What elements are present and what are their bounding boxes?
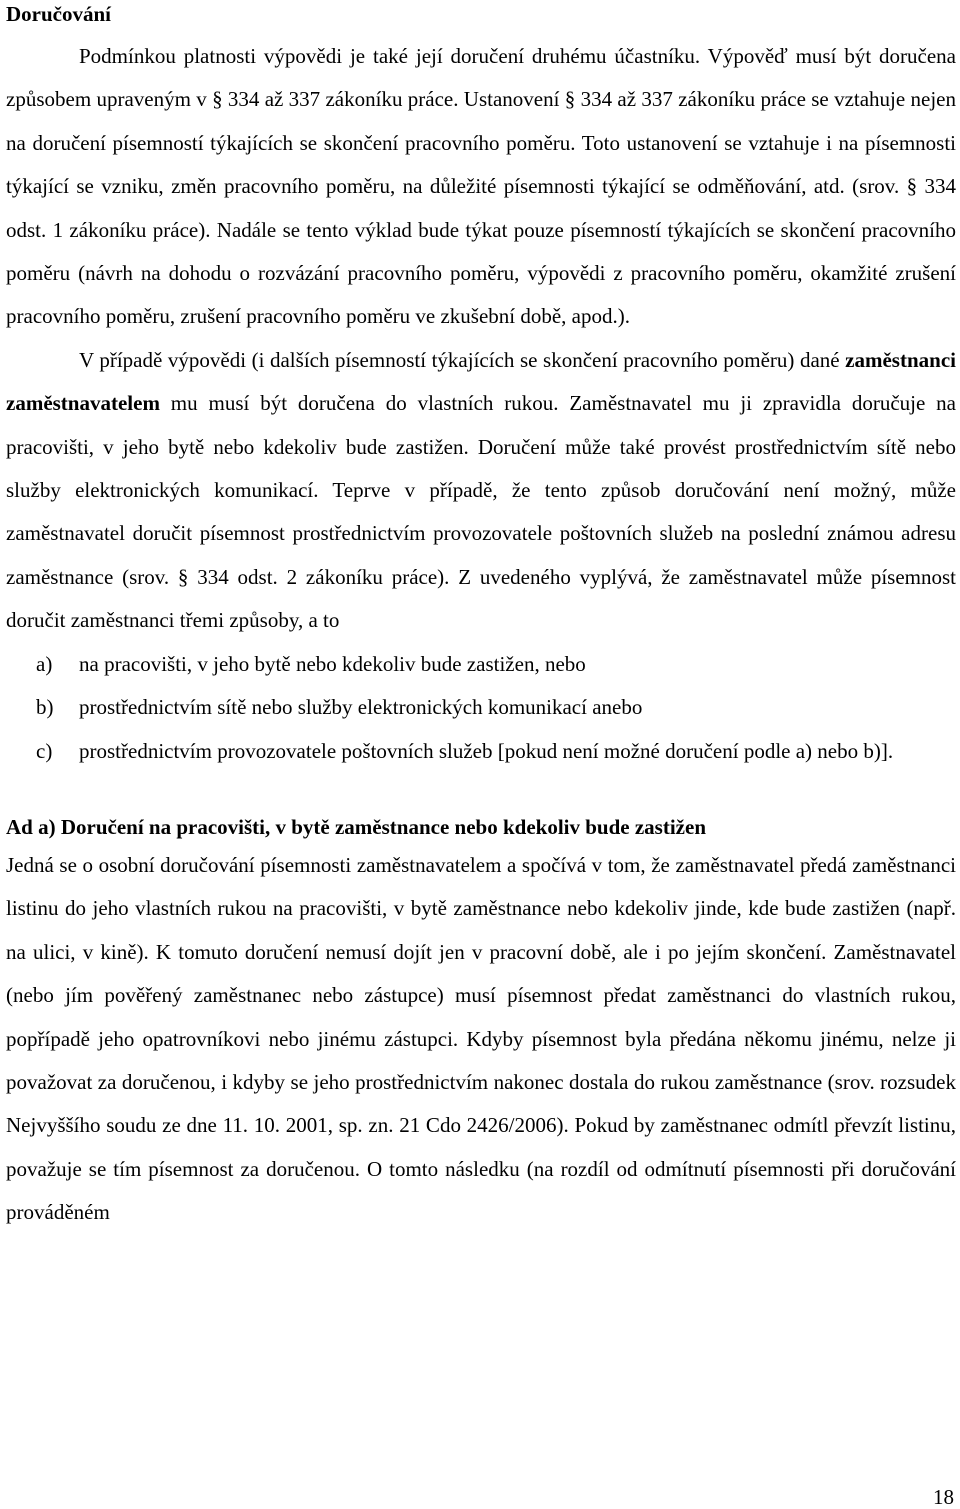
page-number: 18 [933,1485,954,1509]
list-marker: c) [36,738,53,763]
paragraph-2-part-2: mu musí být doručena do vlastních rukou. Zaměstnavatel mu ji zpravidla doručuje na pracovišti, v jeho bytě nebo kdekoliv bude zastižen. Doručení může také provést prostřednictvím sítě nebo služby elektronických komunikací. Teprve v případě, že tento způsob doručování není možný, může zaměstnavatel doručit písemnost prostřednictvím provozovatele poštovních služeb na poslední známou adresu zaměstnance (srov. § 334 odst. 2 zákoníku práce). Z uvedeného vyplývá, že zaměstnavatel může písemnost doručit zaměstnanci třemi způsoby, a to [6,391,956,633]
list-item-text: prostřednictvím provozovatele poštovních služeb [pokud není možné doručení podle a) nebo b)]. [79,738,894,763]
list-item [6,730,956,773]
list-marker: a) [36,651,53,676]
paragraph-2-bold: zaměstnanci zaměstnavatelem [6,347,956,416]
paragraph-3: Jedná se o osobní doručování písemnosti zaměstnavatelem a spočívá v tom, že zaměstnavatel předá zaměstnanci listinu do jeho vlastních rukou na pracovišti, v bytě zaměstnance nebo kdekoliv jinde, kde bude zastižen (např. na ulici, v kině). K tomuto doručení nemusí dojít jen v pracovní době, ale i po jejím skončení. Zaměstnavatel (nebo jím pověřený zaměstnanec nebo zástupce) musí písemnost předat zaměstnanci do vlastních rukou, popřípadě jeho opatrovníkovi nebo jinému zástupci. Kdyby písemnost byla předána někomu jinému, nelze ji považovat za doručenou, i kdyby se jeho prostřednictvím nakonec dostala do rukou zaměstnance (srov. rozsudek Nejvyššího soudu ze dne 11. 10. 2001, sp. zn. 21 Cdo 2426/2006). Pokud by zaměstnanec odmítl převzít listinu, považuje se tím písemnost za doručenou. O tomto následku (na rozdíl od odmítnutí písemnosti při doručování prováděném [6,852,956,1225]
delivery-methods-list [6,643,956,773]
list-marker: b) [36,695,54,720]
paragraph-1: Podmínkou platnosti výpovědi je také její doručení druhému účastníku. Výpověď musí být doručena způsobem upraveným v § 334 až 337 zákoníku práce. Ustanovení § 334 až 337 zákoníku práce se vztahuje nejen na doručení písemností týkajících se skončení pracovního poměru. Toto ustanovení se vztahuje i na písemnosti týkající se vzniku, změn pracovního poměru, na důležité písemnosti týkající se odměňování, atd. (srov. § 334 odst. 1 zákoníku práce). Nadále se tento výklad bude týkat pouze písemností týkajících se skončení pracovního poměru (návrh na dohodu o rozvázání pracovního poměru, výpovědi z pracovního poměru, okamžité zrušení pracovního poměru, zrušení pracovního poměru ve zkušební době, apod.). [6,44,956,329]
section-heading: Doručování [6,2,111,26]
list-item-text: na pracovišti, v jeho bytě nebo kdekoliv bude zastižen, nebo [79,651,586,676]
list-item-text: prostřednictvím sítě nebo služby elektronických komunikací anebo [79,695,643,720]
document-page [6,0,956,1235]
list-item [6,686,956,729]
paragraph-2-part-1: V případě výpovědi (i dalších písemností týkajících se skončení pracovního poměru) dané [79,347,846,372]
paragraph-2 [6,339,956,643]
sub-heading: Ad a) Doručení na pracovišti, v bytě zaměstnance nebo kdekoliv bude zastižen [6,814,706,839]
list-item [6,643,956,686]
